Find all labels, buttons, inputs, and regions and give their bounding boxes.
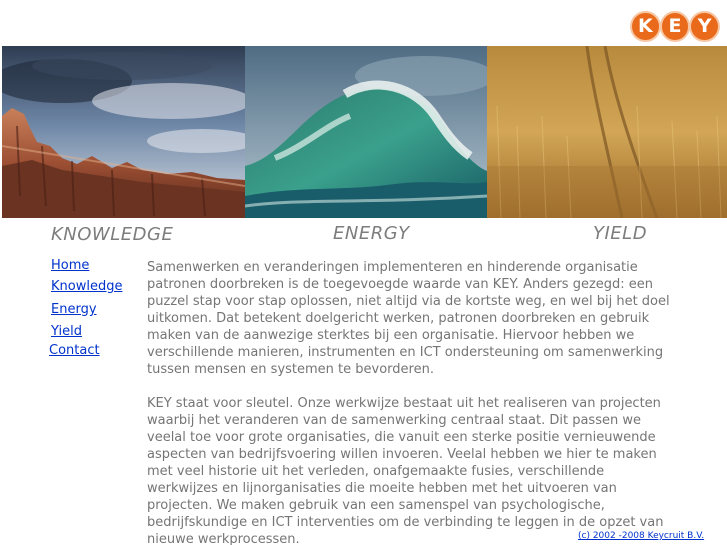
nav-link-contact[interactable]: Contact — [49, 343, 100, 358]
copyright-link[interactable]: (c) 2002 -2008 Keycruit B.V. — [578, 531, 705, 541]
key-logo — [632, 8, 718, 44]
logo-letter-k: K — [632, 13, 659, 40]
main-nav — [48, 258, 138, 359]
caption-knowledge: KNOWLEDGE — [51, 224, 174, 245]
canyon-rock-image — [2, 46, 245, 218]
wheat-field-image — [487, 46, 727, 218]
intro-paragraph-1: Samenwerken en veranderingen implementeren en hinderende organisatie patronen doorbreken is de toegevoegde waarde van KEY. Anders gezegd: een puzzel stap voor stap oplossen, niet altijd via de kortste weg, en wel bij het doel uitkomen. Dat betekent doelgericht werken, patronen doorbreken en gebruik maken van de aanwezige sterktes bij een organisatie. Hiervoor hebben we verschillende manieren, instrumenten en ICT ondersteuning om samenwerking tussen mensen en systemen te bevorderen. — [147, 260, 670, 377]
intro-text — [147, 259, 679, 545]
nav-link-home[interactable]: Home — [51, 258, 90, 273]
logo-letter-y: Y — [691, 13, 718, 40]
header-banner — [2, 46, 727, 218]
caption-energy: ENERGY — [333, 223, 410, 244]
intro-paragraph-2: KEY staat voor sleutel. Onze werkwijze bestaat uit het realiseren van projecten waarbij het veranderen van de samenwerking centraal staat. Dit passen we veelal toe voor grote organisaties, die vanuit een sterke positie vernieuwende aspecten van bedrijfsvoering willen invoeren. Veelal hebben we hier te maken met veel historie uit het verleden, onafgemaakte fusies, verschillende werkwijzes en lijnorganisaties die moeite hebben met het uitvoeren van projecten. We maken gebruik van een samenspel van psychologische, bedrijfskundige en ICT interventies om de verbinding te leggen in de opzet van nieuwe werkprocessen. — [147, 396, 664, 545]
nav-link-energy[interactable]: Energy — [51, 302, 97, 317]
nav-link-knowledge[interactable]: Knowledge — [51, 279, 123, 294]
caption-yield: YIELD — [593, 223, 648, 244]
nav-link-yield[interactable]: Yield — [51, 324, 82, 339]
logo-letter-e: E — [662, 13, 689, 40]
ocean-wave-image — [245, 46, 487, 218]
